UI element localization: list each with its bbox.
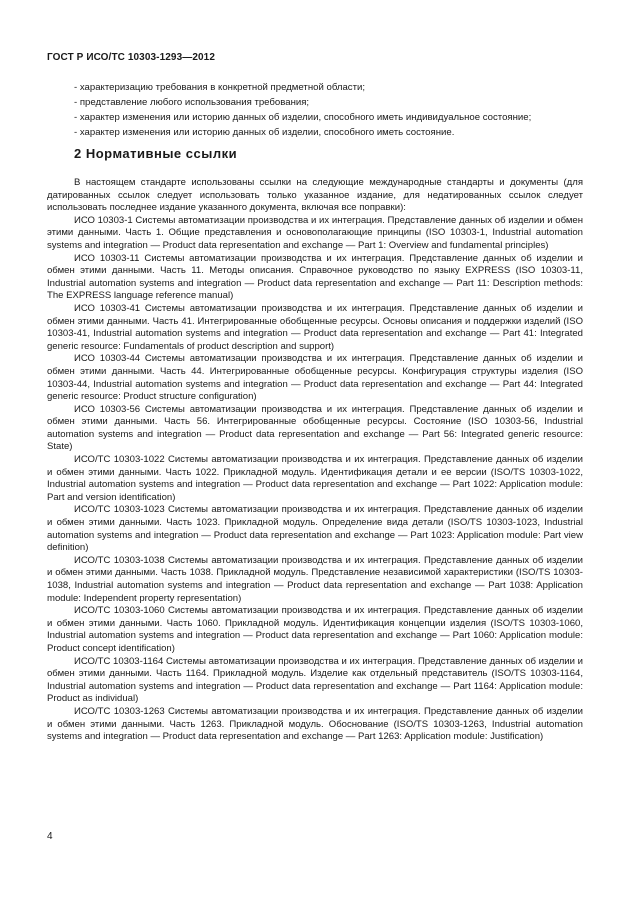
references-body xyxy=(47,177,583,744)
reference-iso-ts-10303-1263: ИСО/ТС 10303-1263 Системы автоматизации производства и их интеграция. Представление данных об изделии и обмен этими данными. Часть 1263. Прикладной модуль. Обоснование (ISO/TS 10303-1263, Industrial automation systems and integration — Product data representation and exchange — Part 1263: Application module: Justification) xyxy=(47,705,583,743)
bullet-list xyxy=(74,80,594,140)
reference-iso-ts-10303-1038: ИСО/ТС 10303-1038 Системы автоматизации производства и их интеграция. Представление данных об изделии и обмен этими данными. Часть 1038. Прикладной модуль. Представление независимой характеристики (ISO/TS 10303-1038, Industrial automation systems and integration — Product data representation and exchange — Part 1038: Application module: Independent property representation) xyxy=(47,554,583,604)
paragraph-intro: В настоящем стандарте использованы ссылки на следующие международные стандарты и документы (для датированных ссылок следует использовать только указанное издание, для недатированных ссылок следует использовать последнее издание указанного документа, включая все поправки): xyxy=(47,177,583,214)
bullet-item: - характер изменения или историю данных об изделии, способного иметь индивидуальное состояние; xyxy=(74,112,532,123)
reference-iso-ts-10303-1164: ИСО/ТС 10303-1164 Системы автоматизации производства и их интеграция. Представление данных об изделии и обмен этими данными. Часть 1164. Прикладной модуль. Изделие как отдельный представитель (ISO/TS 10303-1164, Industrial automation systems and integration — Product data representation and exchange — Part 1164: Application module: Product as individual) xyxy=(47,655,583,705)
running-header: ГОСТ Р ИСО/ТС 10303-1293—2012 xyxy=(47,52,215,63)
page-number: 4 xyxy=(47,831,53,842)
reference-iso-10303-56: ИСО 10303-56 Системы автоматизации производства и их интеграция. Представление данных об изделии и обмен этими данными. Часть 56. Интегрированные обобщенные ресурсы. Состояние (ISO 10303-56, Industrial automation systems and integration — Product data representation and exchange — Part 56: Integrated generic resource: State) xyxy=(47,403,583,453)
bullet-item: - характеризацию требования в конкретной предметной области; xyxy=(74,82,366,93)
reference-iso-ts-10303-1060: ИСО/ТС 10303-1060 Системы автоматизации производства и их интеграция. Представление данных об изделии и обмен этими данными. Часть 1060. Прикладной модуль. Идентификация концепции изделия (ISO/TS 10303-1060, Industrial automation systems and integration — Product data representation and exchange — Part 1060: Application module: Product concept identification) xyxy=(47,605,583,654)
bullet-item: - представление любого использования требования; xyxy=(74,97,310,108)
reference-iso-10303-41: ИСО 10303-41 Системы автоматизации производства и их интеграция. Представление данных об изделии и обмен этими данными. Часть 41. Интегрированные обобщенные ресурсы. Основы описания и поддержки изделий (ISO 10303-41, Industrial automation systems and integration — Product data representation and exchange — Part 41: Integrated generic resource: Fundamentals of product description and support) xyxy=(47,302,583,352)
section-heading: 2 Нормативные ссылки xyxy=(74,146,238,161)
reference-iso-10303-44: ИСО 10303-44 Системы автоматизации производства и их интеграция. Представление данных об изделии и обмен этими данными. Часть 44. Интегрированные обобщенные ресурсы. Конфигурация структуры изделия (ISO 10303-44, Industrial automation systems and integration — Product data representation and exchange — Part 44: Integrated generic resource: Product structure configuration) xyxy=(47,353,583,403)
reference-iso-10303-1: ИСО 10303-1 Системы автоматизации производства и их интеграция. Представление данных об изделии и обмен этими данными. Часть 1. Общие представления и основополагающие принципы (ISO 10303-1, Industrial automation systems and integration — Product data representation and exchange — Part 1: Overview and fundamental principles) xyxy=(47,214,583,251)
bullet-item: - характер изменения или историю данных об изделии, способного иметь состояние. xyxy=(74,127,455,138)
reference-iso-ts-10303-1023: ИСО/ТС 10303-1023 Системы автоматизации производства и их интеграция. Представление данных об изделии и обмен этими данными. Часть 1023. Прикладной модуль. Определение вида детали (ISO/TS 10303-1023, Industrial automation systems and integration — Product data representation and exchange — Part 1023: Application module: Part view definition) xyxy=(47,504,583,554)
reference-iso-ts-10303-1022: ИСО/ТС 10303-1022 Системы автоматизации производства и их интеграция. Представление данных об изделии и обмен этими данными. Часть 1022. Прикладной модуль. Идентификация детали и ее версии (ISO/TS 10303-1022, Industrial automation systems and integration — Product data representation and exchange — Part 1022: Application module: Part and version identification) xyxy=(47,454,583,503)
reference-iso-10303-11: ИСО 10303-11 Системы автоматизации производства и их интеграция. Представление данных об изделии и обмен этими данными. Часть 11. Методы описания. Справочное руководство по языку EXPRESS (ISO 10303-11, Industrial automation systems and integration — Product data representation and exchange — Part 11: Description methods: The EXPRESS language reference manual) xyxy=(47,252,583,302)
